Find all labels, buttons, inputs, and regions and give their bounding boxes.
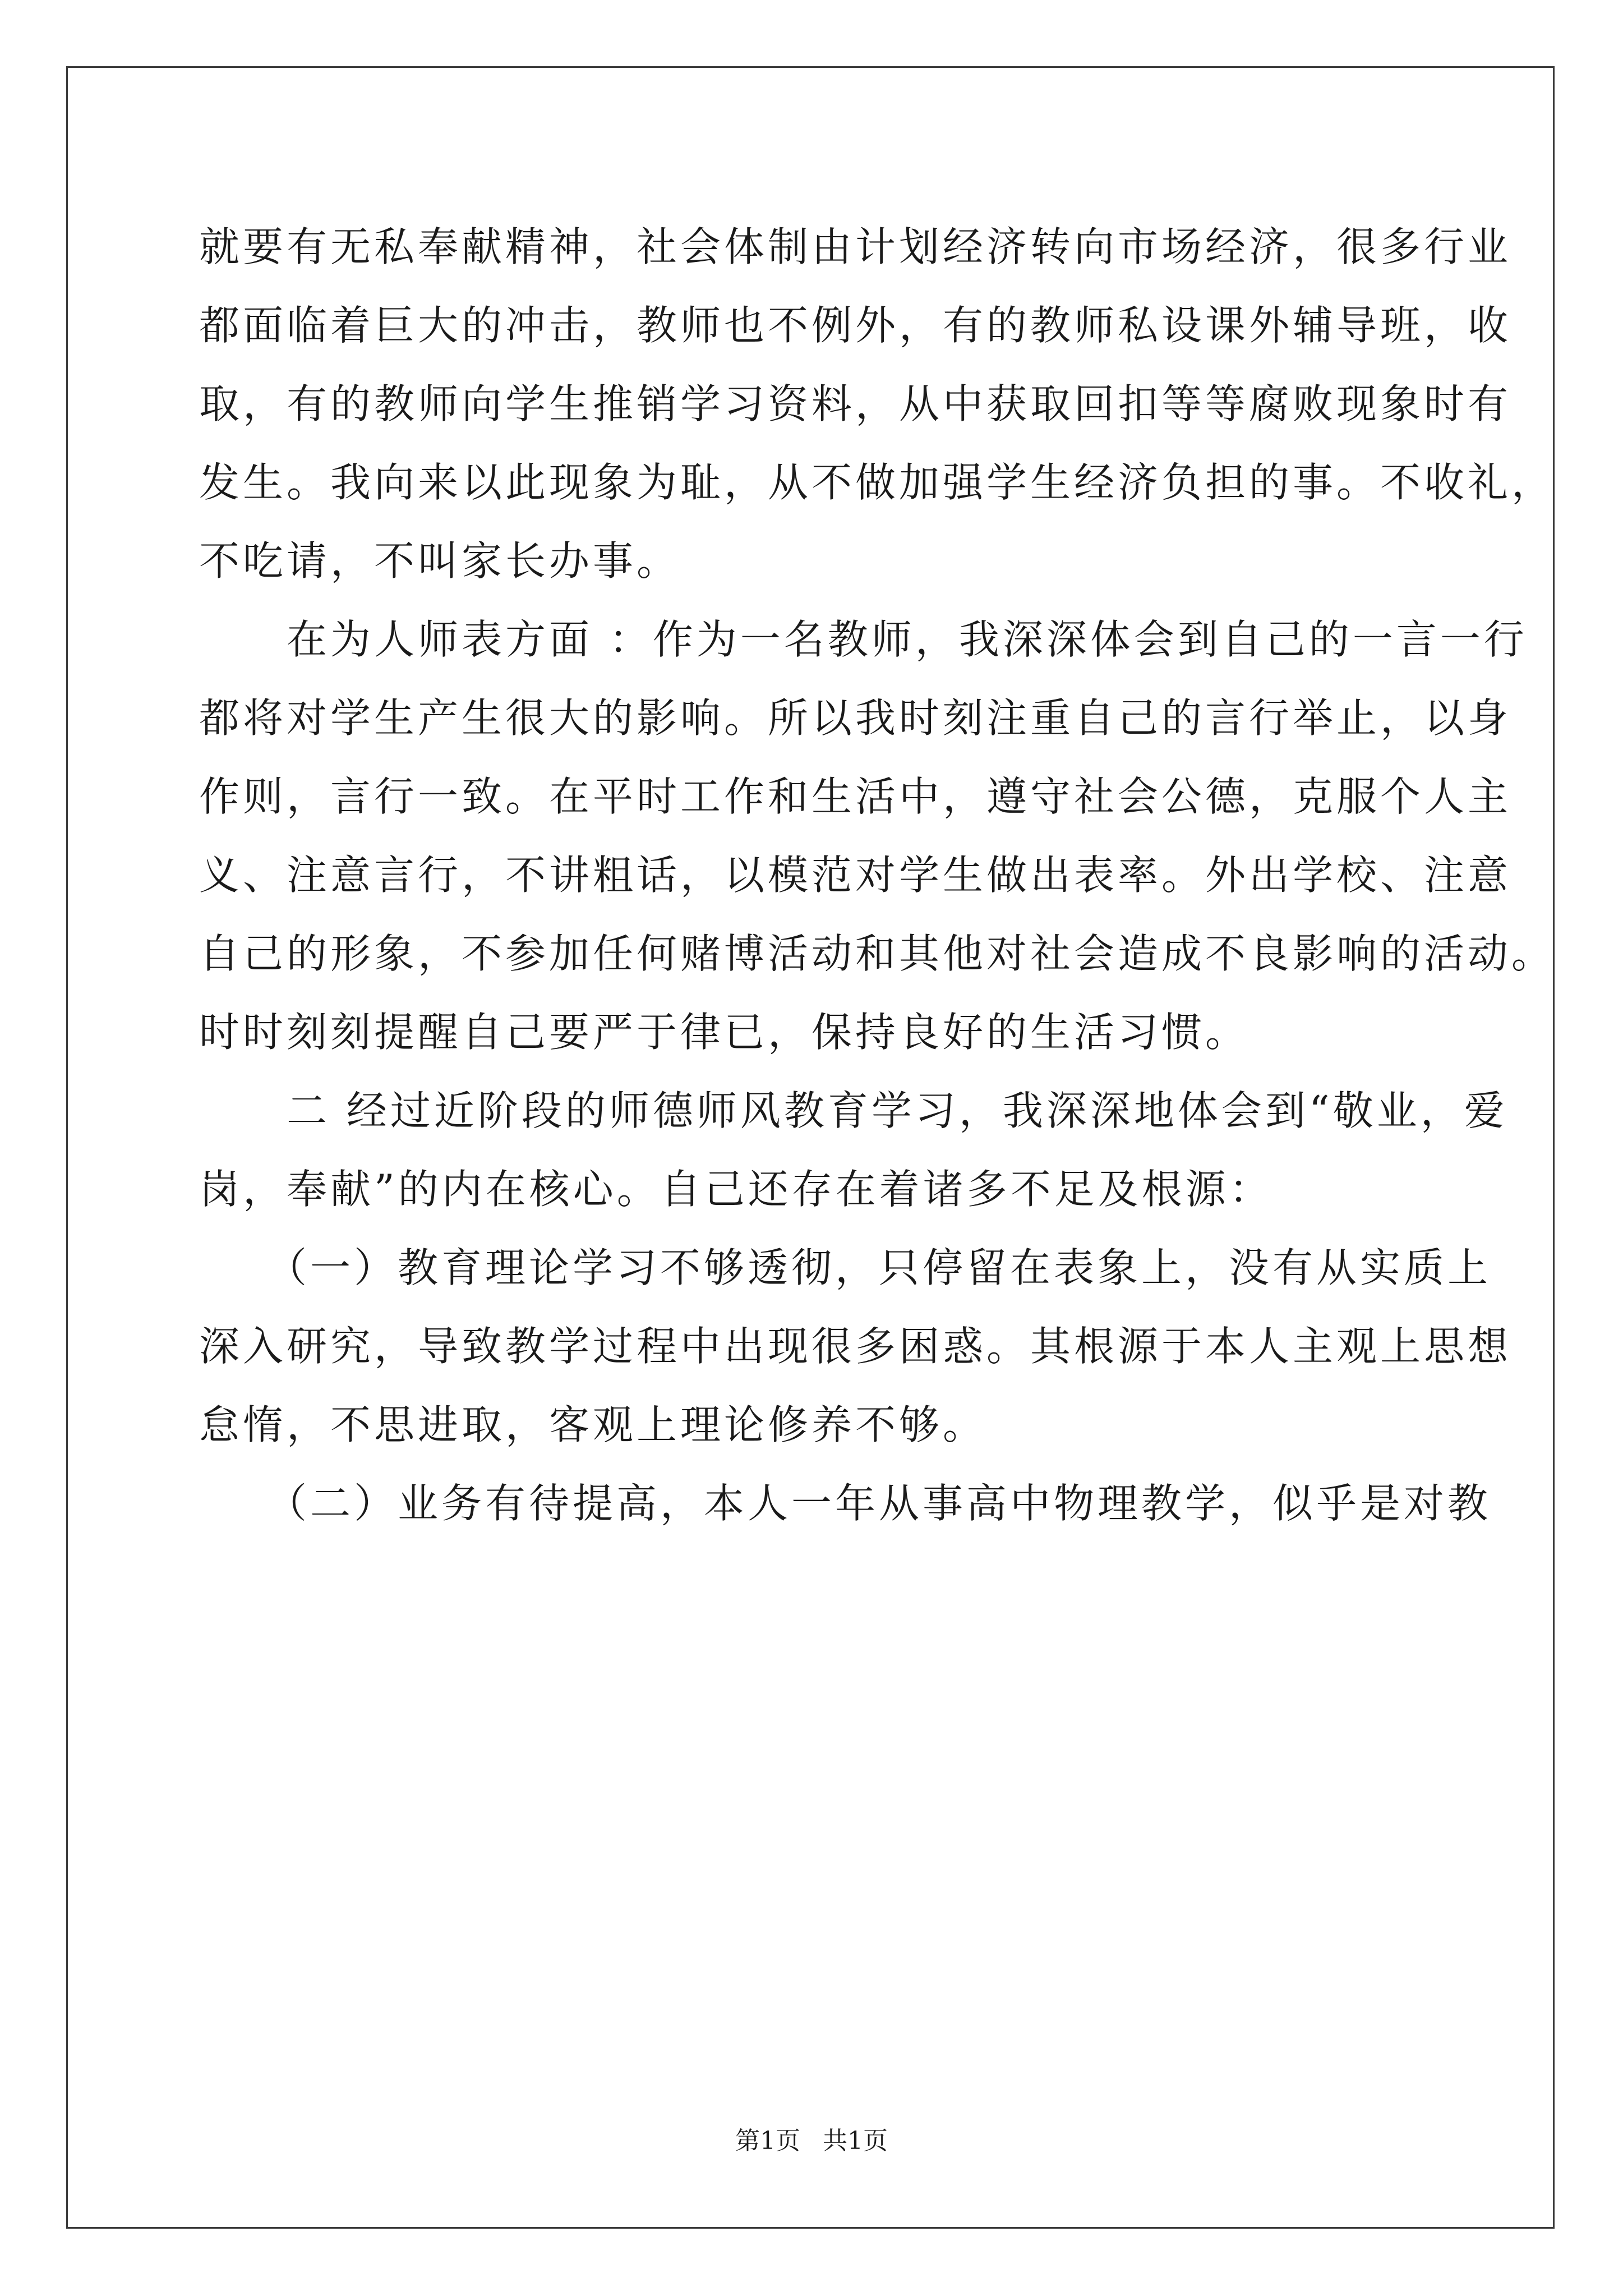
text-line: 在为人师表方面 ：作为一名教师，我深深体会到自己的一言一行 bbox=[199, 616, 1528, 663]
text-line: 义、注意言行，不讲粗话，以模范对学生做出表率。外出学校、注意 bbox=[199, 852, 1512, 899]
text-line: 时时刻刻提醒自己要严于律已，保持良好的生活习惯。 bbox=[199, 1009, 1249, 1056]
text-line: （一）教育理论学习不够透彻，只停留在表象上，没有从实质上 bbox=[199, 1244, 1492, 1291]
document-body bbox=[199, 208, 1556, 1543]
text-line: 不吃请，不叫家长办事。 bbox=[199, 537, 681, 585]
page-total: 共1页 bbox=[823, 2127, 888, 2155]
text-line: 二 经过近阶段的师德师风教育学习，我深深地体会到“敬业，爱 bbox=[199, 1087, 1508, 1134]
text-line: 怠惰，不思进取，客观上理论修养不够。 bbox=[199, 1401, 987, 1448]
text-line: 岗，奉献”的内在核心。自己还存在着诸多不足及根源： bbox=[199, 1166, 1273, 1213]
text-line: 就要有无私奉献精神，社会体制由计划经济转向市场经济，很多行业 bbox=[199, 223, 1512, 270]
text-line: 都面临着巨大的冲击，教师也不例外，有的教师私设课外辅导班，收 bbox=[199, 302, 1512, 349]
text-line: 作则，言行一致。在平时工作和生活中，遵守社会公德，克服个人主 bbox=[199, 773, 1512, 820]
text-line: 取，有的教师向学生推销学习资料，从中获取回扣等等腐败现象时有 bbox=[199, 380, 1512, 427]
page-footer bbox=[0, 2120, 1623, 2156]
text-line: 都将对学生产生很大的影响。所以我时刻注重自己的言行举止，以身 bbox=[199, 694, 1512, 742]
page-number: 第1页 bbox=[735, 2127, 800, 2155]
text-line: 深入研究，导致教学过程中出现很多困惑。其根源于本人主观上思想 bbox=[199, 1323, 1512, 1370]
text-line: 发生。我向来以此现象为耻，从不做加强学生经济负担的事。不收礼， bbox=[199, 459, 1556, 506]
text-line: （二）业务有待提高，本人一年从事高中物理教学，似乎是对教 bbox=[199, 1480, 1492, 1527]
text-line: 自己的形象，不参加任何赌博活动和其他对社会造成不良影响的活动。 bbox=[199, 930, 1556, 977]
